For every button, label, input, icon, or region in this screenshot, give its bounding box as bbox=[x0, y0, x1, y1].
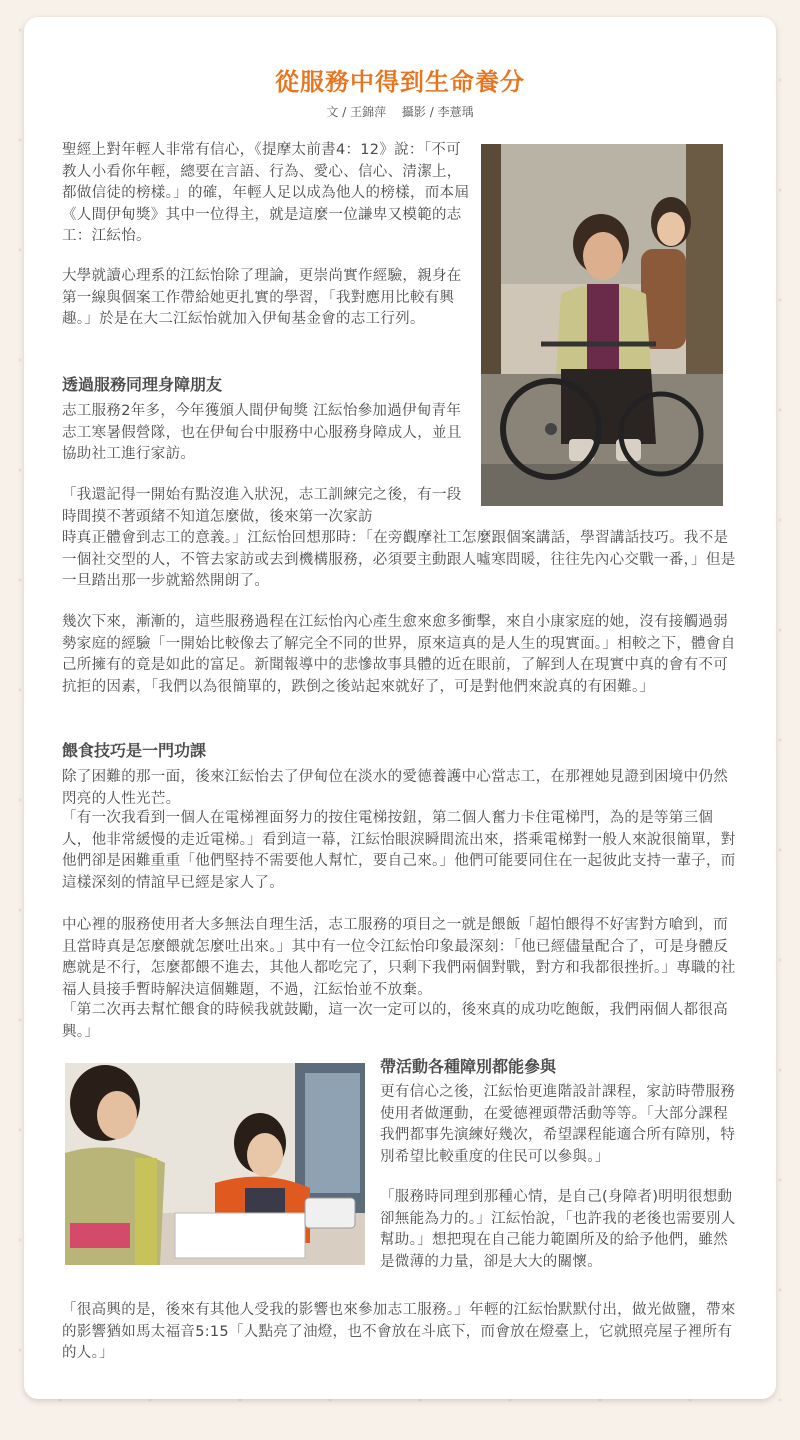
section-heading-2: 餵食技巧是一門功課 bbox=[62, 741, 207, 760]
paragraph-7: 「有一次我看到一個人在電梯裡面努力的按住電梯按鈕，第二個人奮力卡住電梯門，為的是等第三個人，他非常緩慢的走近電梯。」看到這一幕，江紜怡眼淚瞬間流出來，搭乘電梯對一般人來說很簡單，對他們卻是困難重重「他們堅持不需要他人幫忙，要自己來。」他們可能要同住在一起彼此支持一輩子，而這樣深刻的情誼早已經是家人了。 bbox=[62, 810, 736, 891]
desk-photo bbox=[65, 1063, 365, 1265]
paragraph-10: 更有信心之後，江紜怡更進階設計課程，家訪時帶服務使用者做運動，在愛德裡頭帶活動等等。「大部分課程我們都事先演練好幾次，希望課程能適合所有障別，特別希望比較重度的住民可以參與。」 bbox=[380, 1084, 736, 1165]
paragraph-6: 除了困難的那一面，後來江紜怡去了伊甸位在淡水的愛德養護中心當志工，在那裡她見證到困境中仍然閃亮的人性光芒。 bbox=[62, 769, 728, 807]
paragraph-4b: 時真正體會到志工的意義。」江紜怡回想那時：「在旁觀摩社工怎麼跟個案講話，學習講話技巧。我不是一個社交型的人，不管去家訪或去到機構服務，必須要主動跟人噓寒問暖，往往先內心交戰一番，」但是一旦踏出那一步就豁然開朗了。 bbox=[62, 530, 736, 590]
paragraph-11: 「服務時同理到那種心情，是自己(身障者)明明很想動卻無能為力的。」江紜怡說，「也許我的老後也需要別人幫助。」想把現在自己能力範圍所及的給予他們，雖然是微薄的力量，卻是大大的關懷。 bbox=[380, 1189, 736, 1270]
article-title: 從服務中得到生命養分 bbox=[275, 68, 525, 96]
paragraph-4a: 「我還記得一開始有點沒進入狀況，志工訓練完之後，有一段時間摸不著頭緒不知道怎麼做，後來第一次家訪 bbox=[62, 487, 462, 525]
paragraph-1: 聖經上對年輕人非常有信心，《提摩太前書4：12》說：「不可教人小看你年輕，總要在言語、行為、愛心、信心、清潔上，都做信徒的榜樣。」的確，年輕人足以成為他人的榜樣，而本屆《人間伊甸獎》其中一位得主，就是這麼一位謙卑又模範的志工：江紜怡。 bbox=[62, 142, 470, 245]
paragraph-2: 大學就讀心理系的江紜怡除了理論，更崇尚實作經驗，親身在第一線與個案工作帶給她更扎實的學習，「我對應用比較有興趣。」於是在大二江紜怡就加入伊甸基金會的志工行列。 bbox=[62, 268, 462, 328]
section-heading-1: 透過服務同理身障朋友 bbox=[62, 375, 223, 394]
paragraph-9: 「第二次再去幫忙餵食的時候我就鼓勵，這一次一定可以的，後來真的成功吃飽飯，我們兩個人都很高興。」 bbox=[62, 1002, 728, 1040]
article-byline: 文 / 王錦萍 攝影 / 李薏瑀 bbox=[326, 105, 474, 119]
wheelchair-photo bbox=[481, 144, 723, 506]
paragraph-12: 「很高興的是，後來有其他人受我的影響也來參加志工服務。」年輕的江紜怡默默付出，做光做鹽，帶來的影響猶如馬太福音5:15「人點亮了油燈，也不會放在斗底下，而會放在燈臺上，它就照亮屋子裡所有的人。」 bbox=[62, 1302, 736, 1362]
paragraph-3: 志工服務2年多，今年獲頒人間伊甸獎 江紜怡參加過伊甸青年志工寒暑假營隊，也在伊甸台中服務中心服務身障成人，並且協助社工進行家訪。 bbox=[62, 403, 462, 463]
section-heading-3: 帶活動各種障別都能參與 bbox=[380, 1057, 557, 1076]
paragraph-8: 中心裡的服務使用者大多無法自理生活，志工服務的項目之一就是餵飯「超怕餵得不好害對方嗆到，而且當時真是怎麼餵就怎麼吐出來。」其中有一位令江紜怡印象最深刻：「他已經儘量配合了，可是身體反應就是不行，怎麼都餵不進去，其他人都吃完了，只剩下我們兩個對戰，對方和我都很挫折。」專職的社福人員接手暫時解決這個難題，不過，江紜怡並不放棄。 bbox=[62, 917, 736, 998]
paragraph-5: 幾次下來，漸漸的，這些服務過程在江紜怡內心產生愈來愈多衝擊，來自小康家庭的她，沒有接觸過弱勢家庭的經驗「一開始比較像去了解完全不同的世界，原來這真的是人生的現實面。」相較之下，體會自己所擁有的竟是如此的富足。新聞報導中的悲慘故事具體的近在眼前，了解到人在現實中真的會有不可抗拒的因素，「我們以為很簡單的，跌倒之後站起來就好了，可是對他們來說真的有困難。」 bbox=[62, 614, 736, 695]
